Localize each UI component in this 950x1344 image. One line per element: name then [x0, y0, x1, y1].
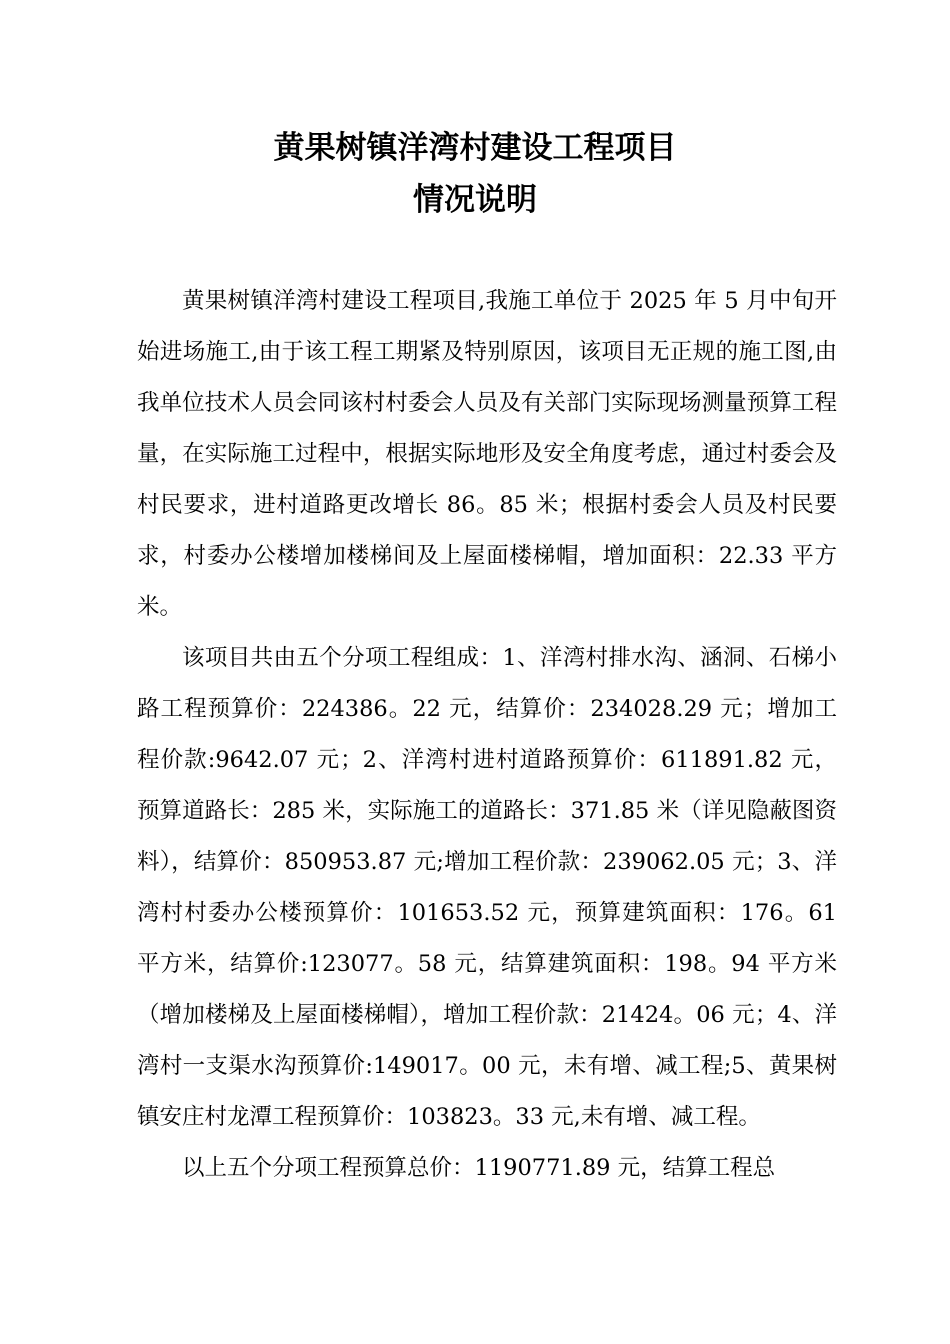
document-title-line2: 情况说明	[413, 182, 537, 218]
document-body	[137, 276, 837, 1194]
document-title-line1: 黄果树镇洋湾村建设工程项目	[273, 130, 677, 166]
paragraph-2: 该项目共由五个分项工程组成：1、洋湾村排水沟、涵洞、石梯小路工程预算价：224386。22 元，结算价：234028.29 元；增加工程价款:9642.07 元；2、洋湾村进村道路预算价：611891.82 元，预算道路长：285 米，实际施工的道路长：371.85 米（详见隐蔽图资料），结算价：850953.87 元;增加工程价款：239062.05 元；3、洋湾村村委办公楼预算价：101653.52 元，预算建筑面积：176。61 平方米，结算价:123077。58 元，结算建筑面积：198。94 平方米（增加楼梯及上屋面楼梯帽），增加工程价款：21424。06 元；4、洋湾村一支渠水沟预算价:149017。00 元，未有增、减工程;5、黄果树镇安庄村龙潭工程预算价：103823。33 元,未有增、减工程。	[137, 645, 837, 1130]
paragraph-3: 以上五个分项工程预算总价：1190771.89 元，结算工程总	[182, 1155, 776, 1181]
paragraph-1: 黄果树镇洋湾村建设工程项目,我施工单位于 2025 年 5 月中旬开始进场施工,由于该工程工期紧及特别原因，该项目无正规的施工图,由我单位技术人员会同该村村委会人员及有关部门实际现场测量预算工程量，在实际施工过程中，根据实际地形及安全角度考虑，通过村委会及村民要求，进村道路更改增长 86。85 米；根据村委会人员及村民要求，村委办公楼增加楼梯间及上屋面楼梯帽，增加面积：22.33 平方米。	[137, 288, 837, 620]
